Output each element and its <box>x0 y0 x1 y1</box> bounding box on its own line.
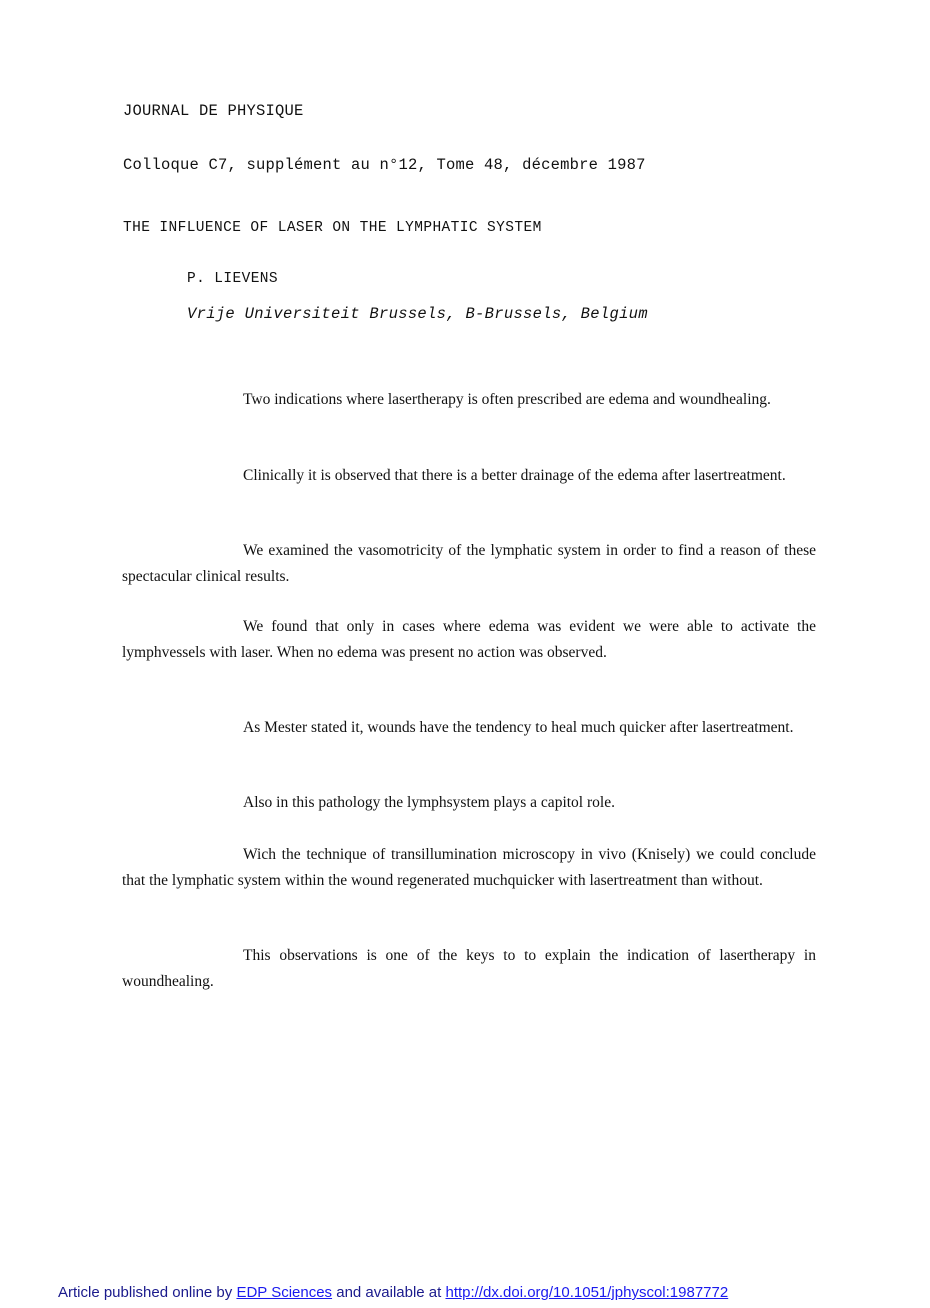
article-author: P. LIEVENS <box>187 271 279 287</box>
footer-prefix: Article published online by <box>58 1284 237 1301</box>
paragraph-7: Wich the technique of transillumination microscopy in vivo (Knisely) we could conclude that the lymphatic system within the wound regenerated muchquicker with lasertreatment than without. <box>122 846 816 889</box>
doi-link[interactable]: http://dx.doi.org/10.1051/jphyscol:1987772 <box>445 1284 729 1301</box>
journal-issue: Colloque C7, supplément au n°12, Tome 48, décembre 1987 <box>123 156 646 174</box>
paragraph-2: Clinically it is observed that there is a better drainage of the edema after lasertreatment. <box>243 467 786 484</box>
journal-header <box>123 66 646 192</box>
paragraph-4: We found that only in cases where edema was evident we were able to activate the lymphvessels with laser. When no edema was present no action was observed. <box>122 618 816 661</box>
paragraph-5: As Mester stated it, wounds have the tendency to heal much quicker after lasertreatment. <box>243 719 794 736</box>
article-title: THE INFLUENCE OF LASER ON THE LYMPHATIC SYSTEM <box>123 220 542 236</box>
article-affiliation: Vrije Universiteit Brussels, B-Brussels, Belgium <box>187 305 648 323</box>
footer-middle: and available at <box>332 1284 446 1301</box>
publication-footer <box>58 1284 728 1301</box>
paragraph-1: Two indications where lasertherapy is often prescribed are edema and woundhealing. <box>243 391 771 408</box>
paragraph-3: We examined the vasomotricity of the lymphatic system in order to find a reason of these spectacular clinical results. <box>122 542 816 585</box>
journal-name: JOURNAL DE PHYSIQUE <box>123 102 304 120</box>
paragraph-6: Also in this pathology the lymphsystem plays a capitol role. <box>243 794 615 811</box>
paragraph-8: This observations is one of the keys to to explain the indication of lasertherapy in woundhealing. <box>122 947 816 990</box>
edp-sciences-link[interactable]: EDP Sciences <box>236 1284 333 1301</box>
